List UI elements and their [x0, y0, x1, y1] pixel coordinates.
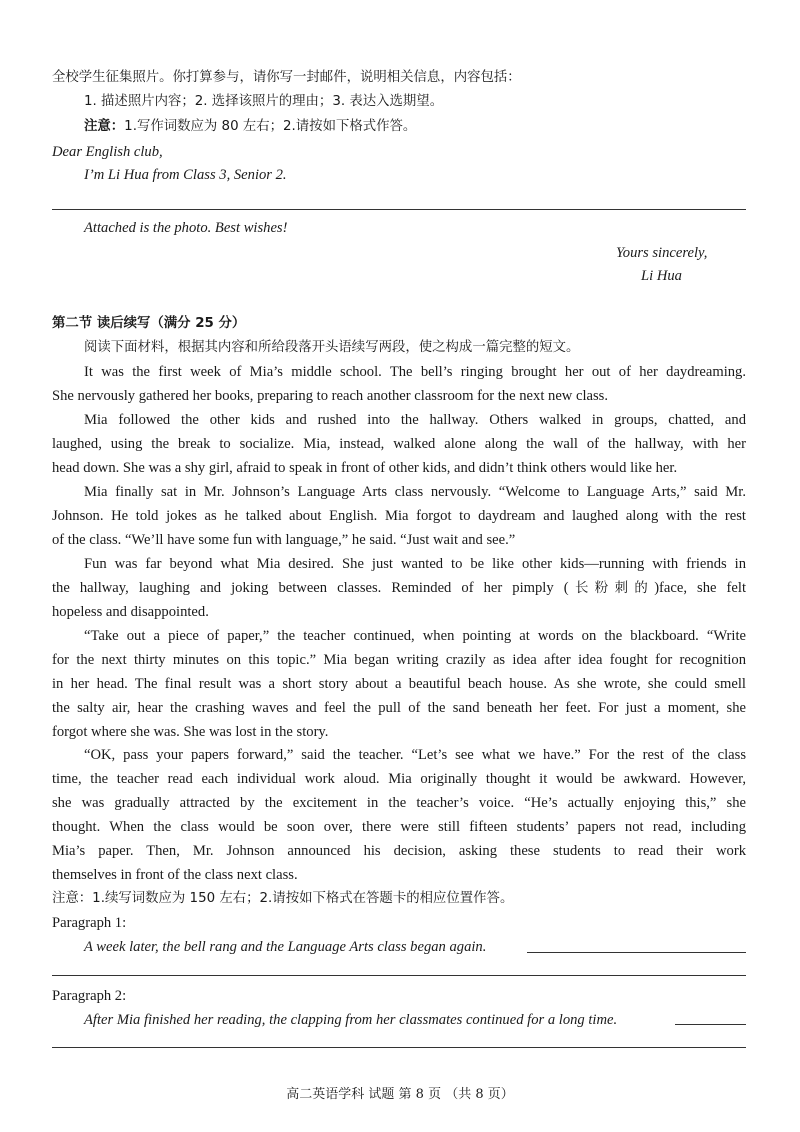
email-salutation: Dear English club, [52, 144, 163, 160]
paragraph1-label: Paragraph 1: [52, 915, 127, 931]
email-signature: Li Hua [641, 268, 682, 284]
page-footer: 高二英语学科 试题 第 8 页 （共 8 页） [286, 1087, 514, 1102]
story-text: )face, she felt [654, 580, 747, 596]
answer-blank[interactable] [527, 952, 746, 953]
story-line [52, 578, 746, 599]
story-line: head down. She was a shy girl, afraid to speak in front of other kids, and didn’t think others would like her. [52, 460, 678, 476]
email-opening: I’m Li Hua from Class 3, Senior 2. [84, 167, 287, 183]
story-line: Fun was far beyond what Mia desired. She just wanted to be like other kids—running with friends in [84, 556, 746, 572]
story-line: Mia followed the other kids and rushed into the hallway. Others walked in groups, chatted, and [84, 412, 746, 428]
story-line: in her head. The final result was a short story about a beautiful beach house. As she wrote, she could smell [52, 676, 746, 692]
story-line: hopeless and disappointed. [52, 604, 209, 620]
section2-instruction: 阅读下面材料，根据其内容和所给段落开头语续写两段，使之构成一篇完整的短文。 [84, 340, 580, 355]
story-line: Mia finally sat in Mr. Johnson’s Language Arts class nervously. “Welcome to Language Arts,” said Mr. [84, 484, 746, 500]
note-text: 1.写作词数应为 80 左右；2.请按如下格式作答。 [124, 119, 417, 134]
section2-heading: 第二节 读后续写（满分 25 分） [52, 316, 246, 331]
paragraph2-start: After Mia finished her reading, the clapping from her classmates continued for a long time. [84, 1012, 618, 1028]
note-label: 注意： [84, 119, 125, 134]
answer-line [52, 209, 746, 210]
story-line: “Take out a piece of paper,” the teacher continued, when pointing at words on the blackboard. “Write [84, 628, 746, 644]
story-line: Johnson. He told jokes as he talked about English. Mia forgot to daydream and laughed along with the rest [52, 508, 746, 524]
answer-line[interactable] [52, 975, 746, 976]
email-closing-line: Attached is the photo. Best wishes! [84, 220, 288, 236]
story-line: thought. When the class would be soon over, there were still fifteen students’ papers not read, including [52, 819, 746, 835]
story-line: the salty air, hear the crashing waves and feel the pull of the sand beneath her feet. For just a moment, she [52, 700, 746, 716]
gloss-cjk: 长粉刺的 [568, 581, 655, 596]
story-line: “OK, pass your papers forward,” said the teacher. “Let’s see what we have.” For the rest of the class [84, 747, 746, 763]
continuation-note: 注意：1.续写词数应为 150 左右；2.请按如下格式在答题卡的相应位置作答。 [52, 891, 514, 906]
paragraph2-label: Paragraph 2: [52, 988, 127, 1004]
paragraph1-start: A week later, the bell rang and the Language Arts class began again. [84, 939, 487, 955]
story-line: Mia’s paper. Then, Mr. Johnson announced his decision, asking these students to read their work [52, 843, 746, 859]
story-line: It was the first week of Mia’s middle school. The bell’s ringing brought her out of her daydreaming. [84, 364, 746, 380]
story-line: laughed, using the break to socialize. Mia, instead, walked alone along the wall of the hallway, with her [52, 436, 746, 452]
story-line: themselves in front of the class next class. [52, 867, 298, 883]
writing-task-note [84, 117, 416, 137]
writing-task-points: 1. 描述照片内容；2. 选择该照片的理由；3. 表达入选期望。 [84, 94, 444, 109]
story-line: of the class. “We’ll have some fun with language,” he said. “Just wait and see.” [52, 532, 516, 548]
story-line: She nervously gathered her books, preparing to reach another classroom for the next new class. [52, 388, 609, 404]
answer-blank[interactable] [675, 1024, 746, 1025]
answer-line[interactable] [52, 1047, 746, 1048]
story-line: time, the teacher read each individual work aloud. Mia originally thought it would be awkward. However, [52, 771, 746, 787]
story-line: she was gradually attracted by the excitement in the teacher’s voice. “He’s actually enjoying this,” she [52, 795, 746, 811]
story-text: the hallway, laughing and joking between classes. Reminded of her pimply ( [52, 580, 569, 596]
story-line: forgot where she was. She was lost in the story. [52, 724, 329, 740]
email-signoff: Yours sincerely, [616, 245, 708, 261]
writing-task-intro: 全校学生征集照片。你打算参与，请你写一封邮件，说明相关信息，内容包括： [52, 70, 521, 85]
story-line: for the next thirty minutes on this topic.” Mia began writing crazily as idea after idea fought for recognition [52, 652, 746, 668]
